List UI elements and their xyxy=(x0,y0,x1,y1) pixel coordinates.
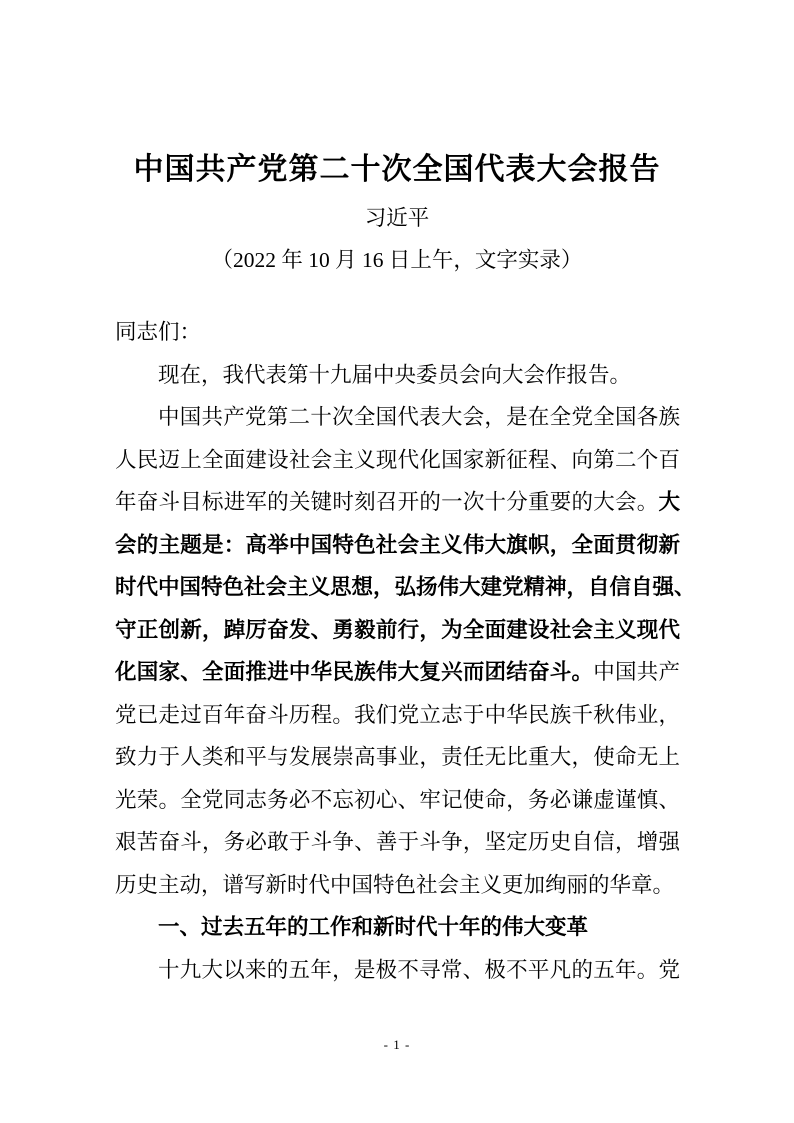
dateline: （2022 年 10 月 16 日上午，文字实录） xyxy=(211,248,583,272)
body-line xyxy=(115,736,680,779)
emphasis-text-run: 一、过去五年的工作和新时代十年的伟大变革 xyxy=(158,915,589,939)
emphasis-text-run: 大 xyxy=(658,490,680,514)
body-line xyxy=(115,779,680,822)
emphasis-text-run: 守正创新，踔厉奋发、勇毅前行，为全面建设社会主义现代 xyxy=(115,617,680,642)
body-lines xyxy=(115,311,696,991)
body-line xyxy=(115,354,680,397)
emphasis-text-run: 会的主题是：高举中国特色社会主义伟大旗帜，全面贯彻新 xyxy=(115,532,680,557)
text-run: 光荣。全党同志务必不忘初心、牢记使命，务必谦虚谨慎、 xyxy=(115,787,680,812)
text-run: 党已走过百年奋斗历程。我们党立志于中华民族千秋伟业， xyxy=(115,702,680,727)
text-run: 十九大以来的五年，是极不寻常、极不平凡的五年。党 xyxy=(158,957,680,982)
body-line xyxy=(115,821,680,864)
text-run: 艰苦奋斗，务必敢于斗争、善于斗争，坚定历史自信，增强 xyxy=(115,830,680,854)
body-line xyxy=(115,524,680,567)
body-line xyxy=(115,651,680,694)
text-run: 同志们： xyxy=(115,320,202,344)
section-heading xyxy=(115,906,680,949)
text-run: 致力于人类和平与发展崇高事业，责任无比重大，使命无上 xyxy=(115,745,680,769)
text-run: 人民迈上全面建设社会主义现代化国家新征程、向第二个百 xyxy=(115,447,680,472)
text-run: 历史主动，谱写新时代中国特色社会主义更加绚丽的华章。 xyxy=(115,872,675,897)
body-line xyxy=(115,439,680,482)
body-line xyxy=(115,864,680,907)
body-line xyxy=(115,481,680,524)
body-line xyxy=(115,566,696,609)
text-run: 现在，我代表第十九届中央委员会向大会作报告。 xyxy=(158,362,632,387)
body-line xyxy=(115,694,680,737)
author-line: 习近平 xyxy=(364,206,430,230)
page-number: - 1 - xyxy=(383,1037,411,1052)
body-line xyxy=(115,949,680,992)
body-line xyxy=(115,609,680,652)
emphasis-text-run: 时代中国特色社会主义思想，弘扬伟大建党精神，自信自强、 xyxy=(115,575,696,599)
body-line xyxy=(115,311,680,354)
emphasis-text-run: 化国家、全面推进中华民族伟大复兴而团结奋斗。 xyxy=(115,660,594,684)
body-line xyxy=(115,396,680,439)
text-run: 中国共产 xyxy=(593,660,680,684)
document-title: 中国共产党第二十次全国代表大会报告 xyxy=(133,153,661,186)
text-run: 年奋斗目标进军的关键时刻召开的一次十分重要的大会。 xyxy=(115,490,659,514)
text-run: 中国共产党第二十次全国代表大会，是在全党全国各族 xyxy=(158,405,680,429)
